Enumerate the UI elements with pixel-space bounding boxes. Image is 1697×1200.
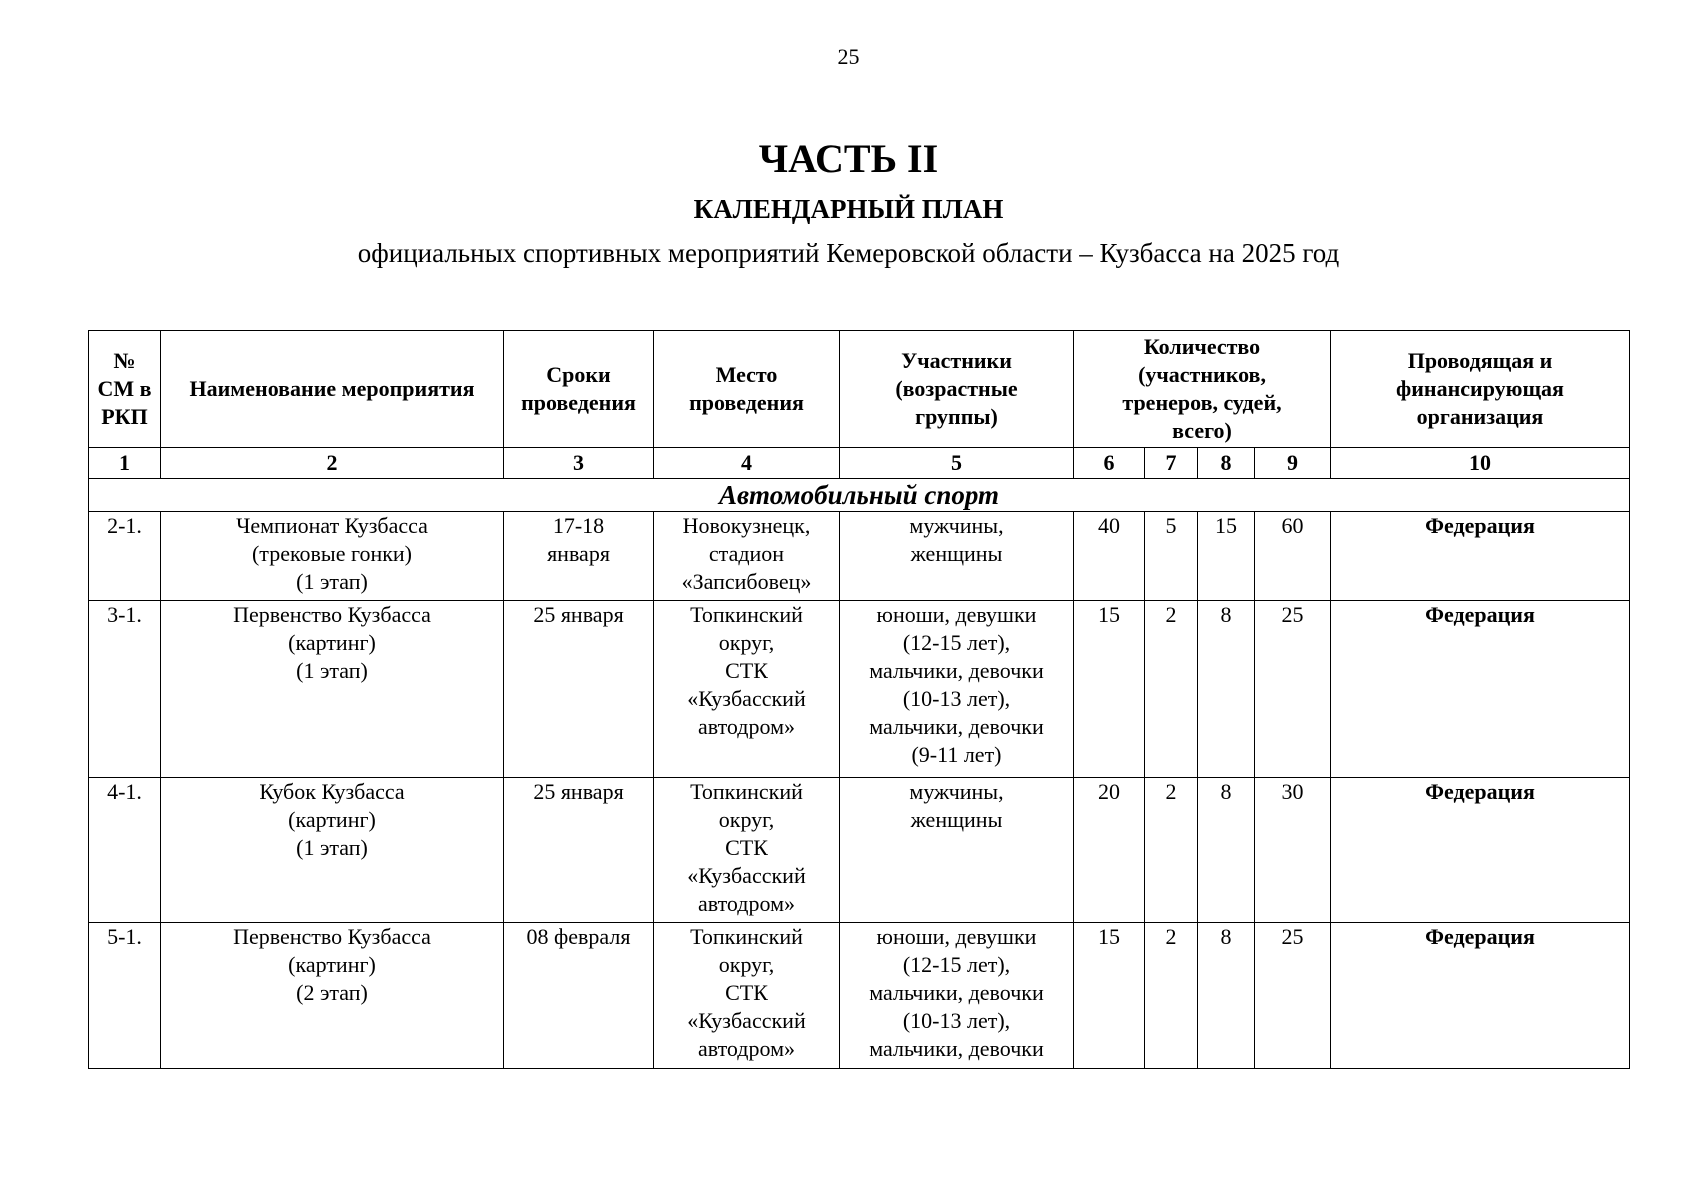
cm-number: 2-1. — [89, 512, 161, 601]
event-dates: 08 февраля — [504, 923, 654, 1069]
table-row — [89, 601, 1630, 778]
event-participants: юноши, девушки (12-15 лет), мальчики, девочки (10-13 лет), мальчики, девочки — [840, 923, 1074, 1069]
event-participants: мужчины, женщины — [840, 512, 1074, 601]
calendar-plan-table — [88, 330, 1630, 1069]
count-total: 25 — [1255, 601, 1331, 778]
event-place: Новокузнецк, стадион «Запсибовец» — [654, 512, 840, 601]
page-number: 25 — [837, 44, 860, 69]
organization: Федерация — [1331, 778, 1630, 923]
event-name: Первенство Кузбасса (картинг) (2 этап) — [161, 923, 504, 1069]
cm-number: 5-1. — [89, 923, 161, 1069]
section-title: Автомобильный спорт — [89, 479, 1630, 512]
count-judges: 8 — [1198, 601, 1255, 778]
column-number-row — [89, 448, 1630, 479]
column-number: 5 — [840, 448, 1074, 479]
section-row — [89, 479, 1630, 512]
event-name: Первенство Кузбасса (картинг) (1 этап) — [161, 601, 504, 778]
header-participants: Участники (возрастные группы) — [840, 331, 1074, 448]
count-total: 60 — [1255, 512, 1331, 601]
column-number: 8 — [1198, 448, 1255, 479]
column-number: 7 — [1145, 448, 1198, 479]
part-title: ЧАСТЬ II — [758, 136, 939, 181]
count-participants: 15 — [1074, 601, 1145, 778]
column-number: 2 — [161, 448, 504, 479]
organization: Федерация — [1331, 923, 1630, 1069]
event-participants: юноши, девушки (12-15 лет), мальчики, девочки (10-13 лет), мальчики, девочки (9-11 лет) — [840, 601, 1074, 778]
cm-number: 4-1. — [89, 778, 161, 923]
count-participants: 40 — [1074, 512, 1145, 601]
count-judges: 8 — [1198, 778, 1255, 923]
column-number: 3 — [504, 448, 654, 479]
plan-subtitle: официальных спортивных мероприятий Кемеровской области – Кузбасса на 2025 год — [357, 238, 1340, 268]
header-place: Место проведения — [654, 331, 840, 448]
cm-number: 3-1. — [89, 601, 161, 778]
count-total: 25 — [1255, 923, 1331, 1069]
count-judges: 15 — [1198, 512, 1255, 601]
plan-title: КАЛЕНДАРНЫЙ ПЛАН — [693, 194, 1004, 224]
count-participants: 20 — [1074, 778, 1145, 923]
column-number: 4 — [654, 448, 840, 479]
event-name: Кубок Кузбасса (картинг) (1 этап) — [161, 778, 504, 923]
table-row — [89, 512, 1630, 601]
event-dates: 17-18 января — [504, 512, 654, 601]
table-row — [89, 923, 1630, 1069]
event-place: Топкинский округ, СТК «Кузбасский автодром» — [654, 601, 840, 778]
count-coaches: 2 — [1145, 923, 1198, 1069]
count-total: 30 — [1255, 778, 1331, 923]
header-organization: Проводящая и финансирующая организация — [1331, 331, 1630, 448]
header-quantity: Количество (участников, тренеров, судей, всего) — [1074, 331, 1331, 448]
header-dates: Сроки проведения — [504, 331, 654, 448]
column-number: 10 — [1331, 448, 1630, 479]
event-dates: 25 января — [504, 601, 654, 778]
table-row — [89, 778, 1630, 923]
count-judges: 8 — [1198, 923, 1255, 1069]
event-place: Топкинский округ, СТК «Кузбасский автодром» — [654, 778, 840, 923]
header-row — [89, 331, 1630, 448]
organization: Федерация — [1331, 601, 1630, 778]
count-coaches: 5 — [1145, 512, 1198, 601]
column-number: 9 — [1255, 448, 1331, 479]
event-name: Чемпионат Кузбасса (трековые гонки) (1 этап) — [161, 512, 504, 601]
header-cm-number: № СМ в РКП — [89, 331, 161, 448]
event-dates: 25 января — [504, 778, 654, 923]
organization: Федерация — [1331, 512, 1630, 601]
count-participants: 15 — [1074, 923, 1145, 1069]
count-coaches: 2 — [1145, 601, 1198, 778]
column-number: 1 — [89, 448, 161, 479]
event-participants: мужчины, женщины — [840, 778, 1074, 923]
count-coaches: 2 — [1145, 778, 1198, 923]
event-place: Топкинский округ, СТК «Кузбасский автодром» — [654, 923, 840, 1069]
column-number: 6 — [1074, 448, 1145, 479]
header-event-name: Наименование мероприятия — [161, 331, 504, 448]
